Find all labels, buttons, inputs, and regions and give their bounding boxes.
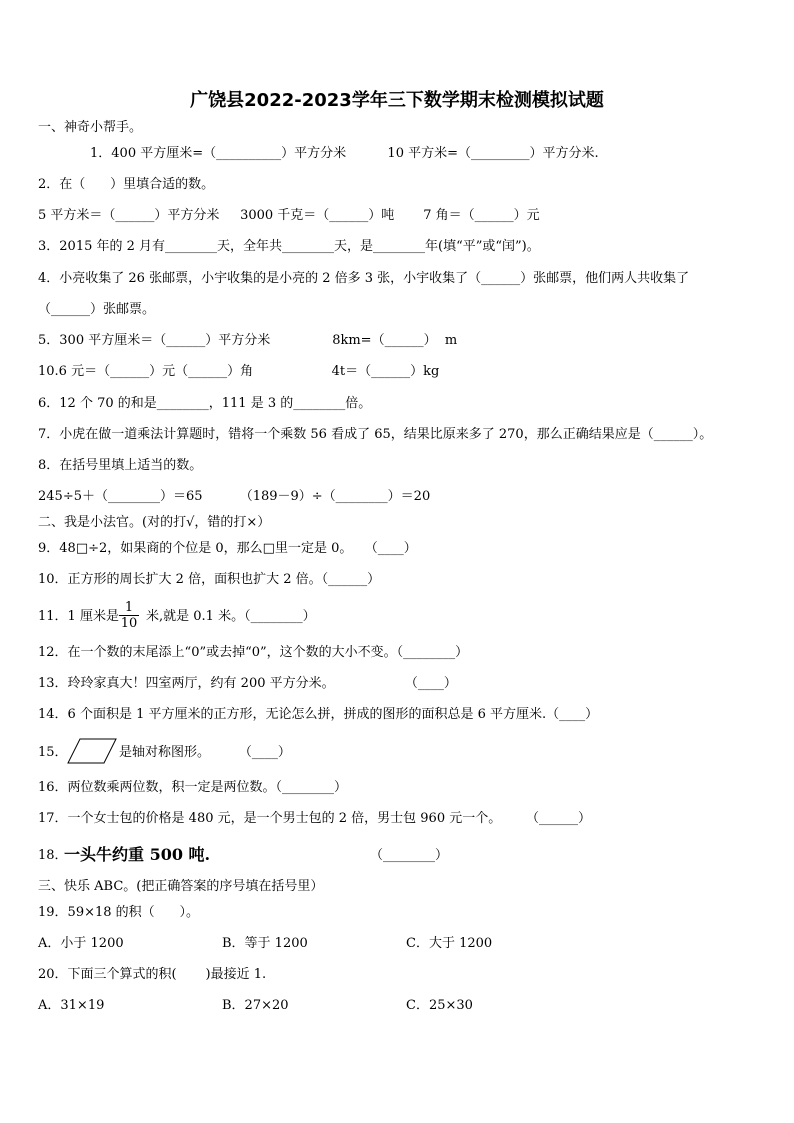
question-5-line-2: 10.6 元＝（______）元（______）角 4t＝（______）kg (38, 364, 440, 379)
question-18-answer: （________） (370, 848, 449, 863)
question-19-option-c: C．大于 1200 (406, 936, 493, 951)
question-3: 3．2015 年的 2 月有________天，全年共________天，是________年(填“平”或“闰”)。 (38, 239, 540, 254)
question-1: 1．400 平方厘米=（__________）平方分米 10 平方米=（_________）平方分米. (90, 146, 599, 161)
question-8: 8．在括号里填上适当的数。 (38, 458, 203, 473)
question-15-suffix: 是轴对称图形。 （____） (119, 745, 291, 760)
question-6: 6．12 个 70 的和是________，111 是 3 的________倍。 (38, 396, 372, 411)
question-13: 13．玲玲家真大！四室两厅，约有 200 平方分米。 （____） (38, 676, 457, 691)
question-10: 10．正方形的周长扩大 2 倍，面积也扩大 2 倍。（______） (38, 572, 381, 587)
question-8-items: 245÷5＋（________）＝65 （189－9）÷（________）＝20 (38, 489, 431, 504)
question-19: 19．59×18 的积（ ）。 (38, 905, 199, 920)
question-11-suffix: 米,就是 0.1 米。（________） (146, 609, 316, 624)
question-16: 16．两位数乘两位数，积一定是两位数。（________） (38, 780, 348, 795)
question-19-option-a: A．小于 1200 (38, 936, 124, 951)
section-3-heading: 三、快乐 ABC。(把正确答案的序号填在括号里） (38, 879, 324, 894)
section-1-heading: 一、神奇小帮手。 (38, 120, 143, 135)
question-7: 7．小虎在做一道乘法计算题时，错将一个乘数 56 看成了 65，结果比原来多了 270，那么正确结果应是（______）。 (38, 427, 713, 442)
question-12: 12．在一个数的末尾添上“0”或去掉“0”，这个数的大小不变。（________） (38, 645, 469, 660)
question-18-number: 18． (38, 848, 68, 863)
question-18-text: 一头牛约重 500 吨. (64, 845, 211, 864)
fraction-one-tenth (119, 600, 139, 631)
fraction-numerator: 1 (119, 600, 139, 616)
question-19-option-b: B．等于 1200 (222, 936, 308, 951)
question-2: 2．在（ ）里填合适的数。 (38, 177, 215, 192)
question-4-line-1: 4．小亮收集了 26 张邮票，小宇收集的是小亮的 2 倍多 3 张，小宇收集了（______）张邮票，他们两人共收集了 (38, 271, 690, 286)
page-title: 广饶县2022-2023学年三下数学期末检测模拟试题 (190, 90, 604, 111)
question-4-line-2: （______）张邮票。 (38, 302, 156, 317)
question-15-prefix: 15． (38, 745, 68, 760)
parallelogram-figure (66, 737, 118, 765)
question-9: 9．48□÷2，如果商的个位是 0，那么□里一定是 0。 （____） (38, 541, 417, 556)
question-20-option-b: B．27×20 (222, 998, 289, 1013)
question-2-items: 5 平方米＝（______）平方分米 3000 千克＝（______）吨 7 角＝（______）元 (38, 208, 540, 223)
question-11-prefix: 11．1 厘米是 (38, 609, 119, 624)
question-20: 20．下面三个算式的积( )最接近 1. (38, 967, 267, 982)
question-14: 14．6 个面积是 1 平方厘米的正方形，无论怎么拼，拼成的图形的面积总是 6 平方厘米.（____） (38, 707, 599, 722)
section-2-heading: 二、我是小法官。(对的打√，错的打×） (38, 515, 271, 530)
question-5-line-1: 5．300 平方厘米＝（______）平方分米 8km=（______） m (38, 333, 458, 348)
question-20-option-c: C．25×30 (406, 998, 473, 1013)
question-17: 17．一个女士包的价格是 480 元，是一个男士包的 2 倍，男士包 960 元一个。 （______） (38, 811, 592, 826)
fraction-denominator: 10 (120, 616, 138, 631)
question-20-option-a: A．31×19 (38, 998, 105, 1013)
